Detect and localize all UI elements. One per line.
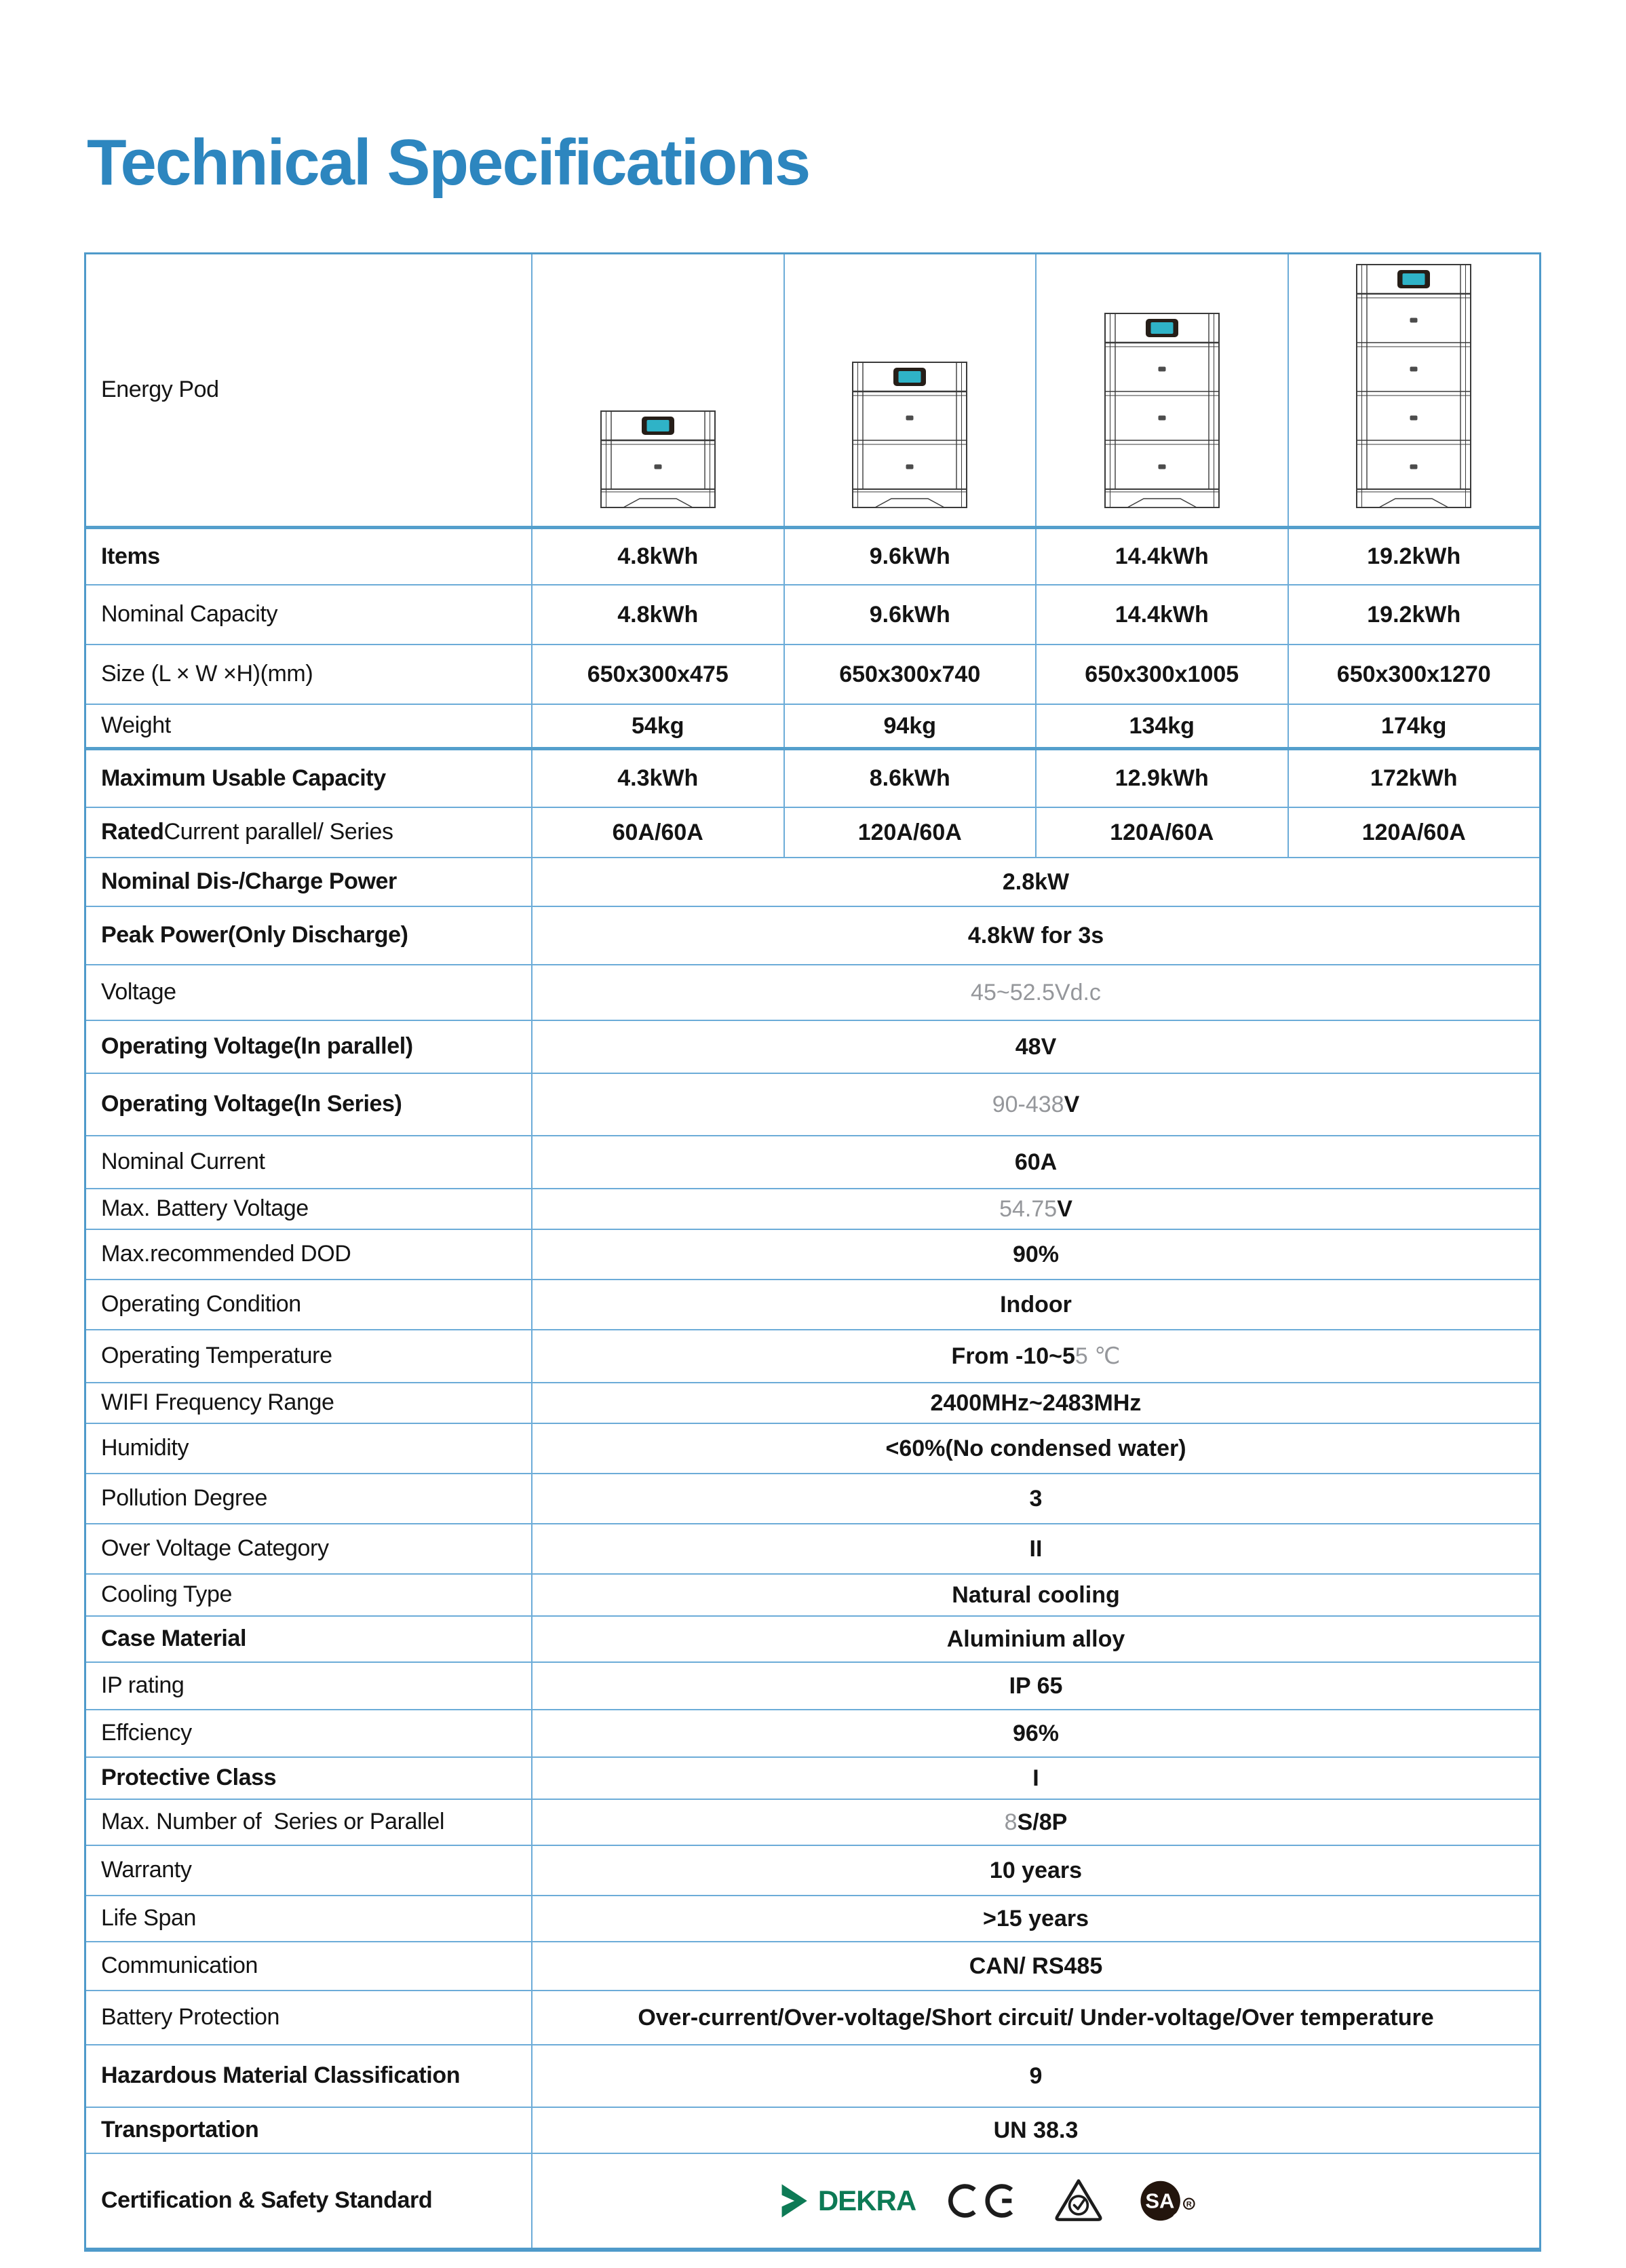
merged-value-cell — [533, 1710, 1539, 1756]
row-label-certification: Certification & Safety Standard — [86, 2154, 533, 2248]
value-text: Indoor — [1000, 1291, 1072, 1318]
row-label-text: Current parallel/ Series — [163, 819, 393, 845]
value-text: 90% — [1012, 1241, 1060, 1267]
row-label-text: Operating Temperature — [101, 1343, 332, 1369]
value-text: 96% — [1012, 1720, 1060, 1746]
spec-value: 9.6kWh — [869, 543, 950, 569]
spec-value-cell — [785, 529, 1037, 584]
row-label-text: Operating Voltage(In parallel) — [101, 1033, 413, 1060]
merged-value-cell — [533, 1074, 1539, 1135]
table-row — [86, 1615, 1539, 1661]
row-label-text: Nominal Current — [101, 1149, 265, 1175]
merged-value-cell — [533, 1896, 1539, 1941]
value-text: II — [1029, 1535, 1043, 1562]
table-row — [86, 1799, 1539, 1845]
merged-value-cell — [533, 1383, 1539, 1423]
spec-value-cell — [1037, 645, 1289, 704]
value-text: 10 years — [989, 1857, 1083, 1883]
spec-value-cell — [1037, 750, 1289, 807]
svg-text:SA: SA — [1145, 2189, 1175, 2213]
table-row — [86, 704, 1539, 747]
svg-text:R: R — [1186, 2200, 1193, 2209]
row-label — [86, 1136, 533, 1188]
table-row — [86, 1229, 1539, 1279]
spec-value-cell — [1037, 529, 1289, 584]
table-row — [86, 1473, 1539, 1523]
value-text: <60%(No condensed water) — [885, 1435, 1186, 1461]
merged-value-cell — [533, 1663, 1539, 1709]
csa-mark-icon — [1138, 2178, 1197, 2224]
spec-value-cell — [533, 529, 785, 584]
row-label — [86, 1617, 533, 1661]
spec-value: 650x300x740 — [839, 661, 981, 687]
row-label-text: Over Voltage Category — [101, 1535, 329, 1562]
spec-value-cell — [1289, 750, 1540, 807]
merged-value-cell — [533, 1758, 1539, 1799]
row-label-text: Cooling Type — [101, 1581, 233, 1608]
spec-value: 120A/60A — [1361, 819, 1466, 845]
spec-value: 4.3kWh — [617, 765, 699, 791]
ce-mark-icon — [948, 2182, 1019, 2220]
merged-value-cell — [533, 1280, 1539, 1329]
table-row — [86, 1756, 1539, 1799]
value-text: UN 38.3 — [993, 2117, 1079, 2143]
spec-value: 650x300x1005 — [1085, 661, 1239, 687]
merged-value-cell — [533, 1136, 1539, 1188]
dekra-arrow-icon — [780, 2182, 810, 2220]
row-label-text: Operating Condition — [101, 1291, 301, 1318]
row-label-text: Nominal Dis-/Charge Power — [101, 868, 397, 895]
energy-pod-illustration — [600, 410, 716, 508]
row-label — [86, 1189, 533, 1229]
merged-value-cell — [533, 1021, 1539, 1073]
merged-value-cell — [533, 1575, 1539, 1615]
energy-pod-illustration — [1104, 313, 1220, 508]
merged-value-cell — [533, 1189, 1539, 1229]
row-label — [86, 1896, 533, 1941]
row-label-text: Operating Voltage(In Series) — [101, 1091, 402, 1117]
table-row-certification — [86, 2153, 1539, 2248]
spec-value-cell — [1289, 529, 1540, 584]
value-text: Natural cooling — [952, 1581, 1120, 1608]
value-text: CAN/ RS485 — [969, 1953, 1103, 1979]
merged-value-cell — [533, 1991, 1539, 2044]
table-row — [86, 1423, 1539, 1473]
spec-value: 174kg — [1381, 712, 1447, 739]
table-row — [86, 1073, 1539, 1135]
rcm-mark-icon — [1051, 2177, 1106, 2225]
row-label — [86, 907, 533, 964]
value-text: 5 ℃ — [1075, 1343, 1121, 1369]
table-row — [86, 584, 1539, 644]
row-label-text: Warranty — [101, 1857, 192, 1883]
spec-value-cell — [1289, 585, 1540, 644]
row-label — [86, 645, 533, 704]
spec-value-cell — [1289, 645, 1540, 704]
merged-value-cell — [533, 1800, 1539, 1845]
merged-value-cell — [533, 907, 1539, 964]
table-row — [86, 807, 1539, 857]
row-label-text: WIFI Frequency Range — [101, 1389, 334, 1416]
value-text: V — [1057, 1195, 1072, 1222]
table-row — [86, 906, 1539, 964]
row-label — [86, 1074, 533, 1135]
value-text: IP 65 — [1009, 1672, 1063, 1699]
table-row — [86, 1382, 1539, 1423]
row-label — [86, 1021, 533, 1073]
row-label — [86, 705, 533, 747]
value-text: 45~52.5Vd.c — [971, 979, 1101, 1005]
spec-value-cell — [785, 645, 1037, 704]
row-label-text: Series or Parallel — [261, 1809, 445, 1835]
row-label — [86, 1383, 533, 1423]
table-row — [86, 747, 1539, 807]
spec-value: 172kWh — [1370, 765, 1458, 791]
spec-value-cell — [1037, 705, 1289, 747]
spec-value: 94kg — [883, 712, 936, 739]
row-label-text: Max. Battery Voltage — [101, 1195, 309, 1222]
table-row — [86, 1573, 1539, 1615]
value-text: 90-438 — [992, 1091, 1064, 1117]
csa-logo — [1138, 2178, 1197, 2224]
row-label-text: Max.recommended DOD — [101, 1241, 351, 1267]
spec-value: 650x300x1270 — [1336, 661, 1491, 687]
value-text: From -10~5 — [951, 1343, 1075, 1369]
row-label — [86, 2108, 533, 2153]
merged-value-cell — [533, 1230, 1539, 1279]
spec-value-cell — [1037, 808, 1289, 857]
value-text: Aluminium alloy — [946, 1626, 1125, 1652]
merged-value-cell — [533, 1942, 1539, 1990]
certification-logos — [485, 2154, 1492, 2248]
energy-pod-illustration — [852, 362, 967, 508]
row-label-text: Size (L × W ×H)(mm) — [101, 661, 313, 687]
row-label-text: Battery Protection — [101, 2004, 280, 2031]
value-text: Over-current/Over-voltage/Short circuit/ Under-voltage/Over temperature — [638, 2004, 1434, 2031]
spec-value: 120A/60A — [1110, 819, 1214, 845]
row-label — [86, 1424, 533, 1473]
spec-value: 19.2kWh — [1367, 601, 1461, 628]
row-label-text: Weight — [101, 712, 171, 739]
table-row — [86, 1329, 1539, 1382]
row-label-text: Hazardous Material Classification — [101, 2062, 461, 2089]
table-row — [86, 1188, 1539, 1229]
spec-value-cell — [1289, 808, 1540, 857]
row-label-text: Maximum Usable Capacity — [101, 765, 386, 791]
table-row — [86, 1845, 1539, 1895]
value-text: 9 — [1029, 2062, 1043, 2089]
energy-pod-image-cell — [785, 254, 1037, 526]
spec-value-cell — [785, 585, 1037, 644]
merged-value-cell — [533, 1424, 1539, 1473]
merged-value-cell — [533, 1474, 1539, 1523]
spec-value: 19.2kWh — [1367, 543, 1461, 569]
table-row — [86, 1661, 1539, 1709]
spec-value-cell — [1037, 585, 1289, 644]
spec-value: 8.6kWh — [869, 765, 950, 791]
row-label-text: Protective Class — [101, 1765, 277, 1791]
energy-pod-image-cell — [1289, 254, 1540, 526]
spec-value-cell — [785, 705, 1037, 747]
spec-value-cell — [785, 808, 1037, 857]
row-label — [86, 858, 533, 906]
value-text: 54.75 — [999, 1195, 1058, 1222]
row-label — [86, 1846, 533, 1895]
dekra-logo-text: DEKRA — [817, 2185, 916, 2216]
spec-value-cell — [785, 750, 1037, 807]
ce-logo — [948, 2182, 1019, 2220]
row-label — [86, 1474, 533, 1523]
spec-value: 12.9kWh — [1115, 765, 1209, 791]
rcm-logo — [1051, 2177, 1106, 2225]
row-label — [86, 1800, 533, 1845]
row-label-text: Rated — [101, 819, 164, 845]
spec-value: 120A/60A — [857, 819, 962, 845]
value-text: 3 — [1029, 1485, 1043, 1512]
row-label — [86, 1575, 533, 1615]
page-title: Technical Specifications — [87, 126, 810, 199]
table-row — [86, 857, 1539, 906]
spec-value-cell — [533, 645, 785, 704]
spec-value: 650x300x475 — [587, 661, 729, 687]
table-row — [86, 964, 1539, 1020]
table-row — [86, 1990, 1539, 2044]
row-label — [86, 1280, 533, 1329]
merged-value-cell — [533, 2045, 1539, 2107]
table-row — [86, 644, 1539, 704]
row-label — [86, 1230, 533, 1279]
row-label — [86, 750, 533, 807]
dekra-logo — [780, 2182, 916, 2220]
value-text: 2.8kW — [1002, 868, 1070, 895]
row-label-text: Life Span — [101, 1905, 197, 1931]
spec-value: 14.4kWh — [1115, 543, 1209, 569]
table-row — [86, 2107, 1539, 2153]
spec-value-cell — [533, 705, 785, 747]
energy-pod-image-cell — [1037, 254, 1289, 526]
spec-value: 54kg — [632, 712, 684, 739]
spec-value: 9.6kWh — [869, 601, 950, 628]
row-label — [86, 1710, 533, 1756]
row-label-text: IP rating — [101, 1672, 185, 1699]
table-row — [86, 1135, 1539, 1188]
value-text: 8 — [1004, 1809, 1018, 1835]
table-row — [86, 526, 1539, 584]
value-text: 48V — [1015, 1033, 1057, 1060]
table-row-energy-pod — [86, 254, 1539, 526]
table-row — [86, 1279, 1539, 1329]
row-label-text: Effciency — [101, 1720, 192, 1746]
row-label-text: Pollution Degree — [101, 1485, 267, 1512]
energy-pod-illustration — [1356, 264, 1471, 508]
row-label-text: Items — [101, 543, 160, 569]
row-label — [86, 1942, 533, 1990]
row-label-text: Transportation — [101, 2117, 259, 2143]
row-label-text: Case Material — [101, 1626, 247, 1652]
row-label — [86, 1330, 533, 1382]
merged-value-cell — [533, 1846, 1539, 1895]
value-text: S/8P — [1017, 1809, 1068, 1835]
merged-value-cell — [533, 1524, 1539, 1573]
spec-value-cell — [533, 750, 785, 807]
row-label — [86, 808, 533, 857]
table-row — [86, 1895, 1539, 1941]
row-label-text: Nominal Capacity — [101, 601, 278, 628]
row-label-text: Peak Power(Only Discharge) — [101, 922, 408, 948]
spec-value: 60A/60A — [612, 819, 703, 845]
value-text: 60A — [1014, 1149, 1058, 1175]
spec-value-cell — [533, 585, 785, 644]
row-label-text: Communication — [101, 1953, 258, 1979]
spec-table — [84, 252, 1541, 2252]
table-row — [86, 1941, 1539, 1990]
value-text: 4.8kW for 3s — [967, 922, 1104, 948]
value-text: 2400MHz~2483MHz — [930, 1389, 1142, 1416]
spec-value: 134kg — [1129, 712, 1195, 739]
row-label — [86, 1991, 533, 2044]
row-label — [86, 585, 533, 644]
row-label — [86, 529, 533, 584]
row-label — [86, 2045, 533, 2107]
spec-value: 14.4kWh — [1115, 601, 1209, 628]
row-label — [86, 1524, 533, 1573]
energy-pod-image-cell — [533, 254, 785, 526]
spec-value-cell — [533, 808, 785, 857]
row-label — [86, 1663, 533, 1709]
row-label-text: Voltage — [101, 979, 176, 1005]
merged-value-cell — [533, 1617, 1539, 1661]
value-text: V — [1064, 1091, 1080, 1117]
row-label-text: Humidity — [101, 1435, 189, 1461]
value-text: >15 years — [983, 1905, 1089, 1931]
row-label — [86, 1758, 533, 1799]
merged-value-cell — [533, 965, 1539, 1020]
spec-value-cell — [1289, 705, 1540, 747]
merged-value-cell — [533, 2108, 1539, 2153]
row-label-energy-pod: Energy Pod — [86, 254, 533, 526]
table-row — [86, 2044, 1539, 2107]
value-text: I — [1032, 1765, 1039, 1791]
spec-value: 4.8kWh — [617, 601, 699, 628]
row-label — [86, 965, 533, 1020]
row-label-text: Max. Number of — [101, 1809, 262, 1835]
spec-value: 4.8kWh — [617, 543, 699, 569]
table-row — [86, 1523, 1539, 1573]
merged-value-cell — [533, 1330, 1539, 1382]
table-row — [86, 1709, 1539, 1756]
merged-value-cell — [533, 858, 1539, 906]
table-row — [86, 1020, 1539, 1073]
